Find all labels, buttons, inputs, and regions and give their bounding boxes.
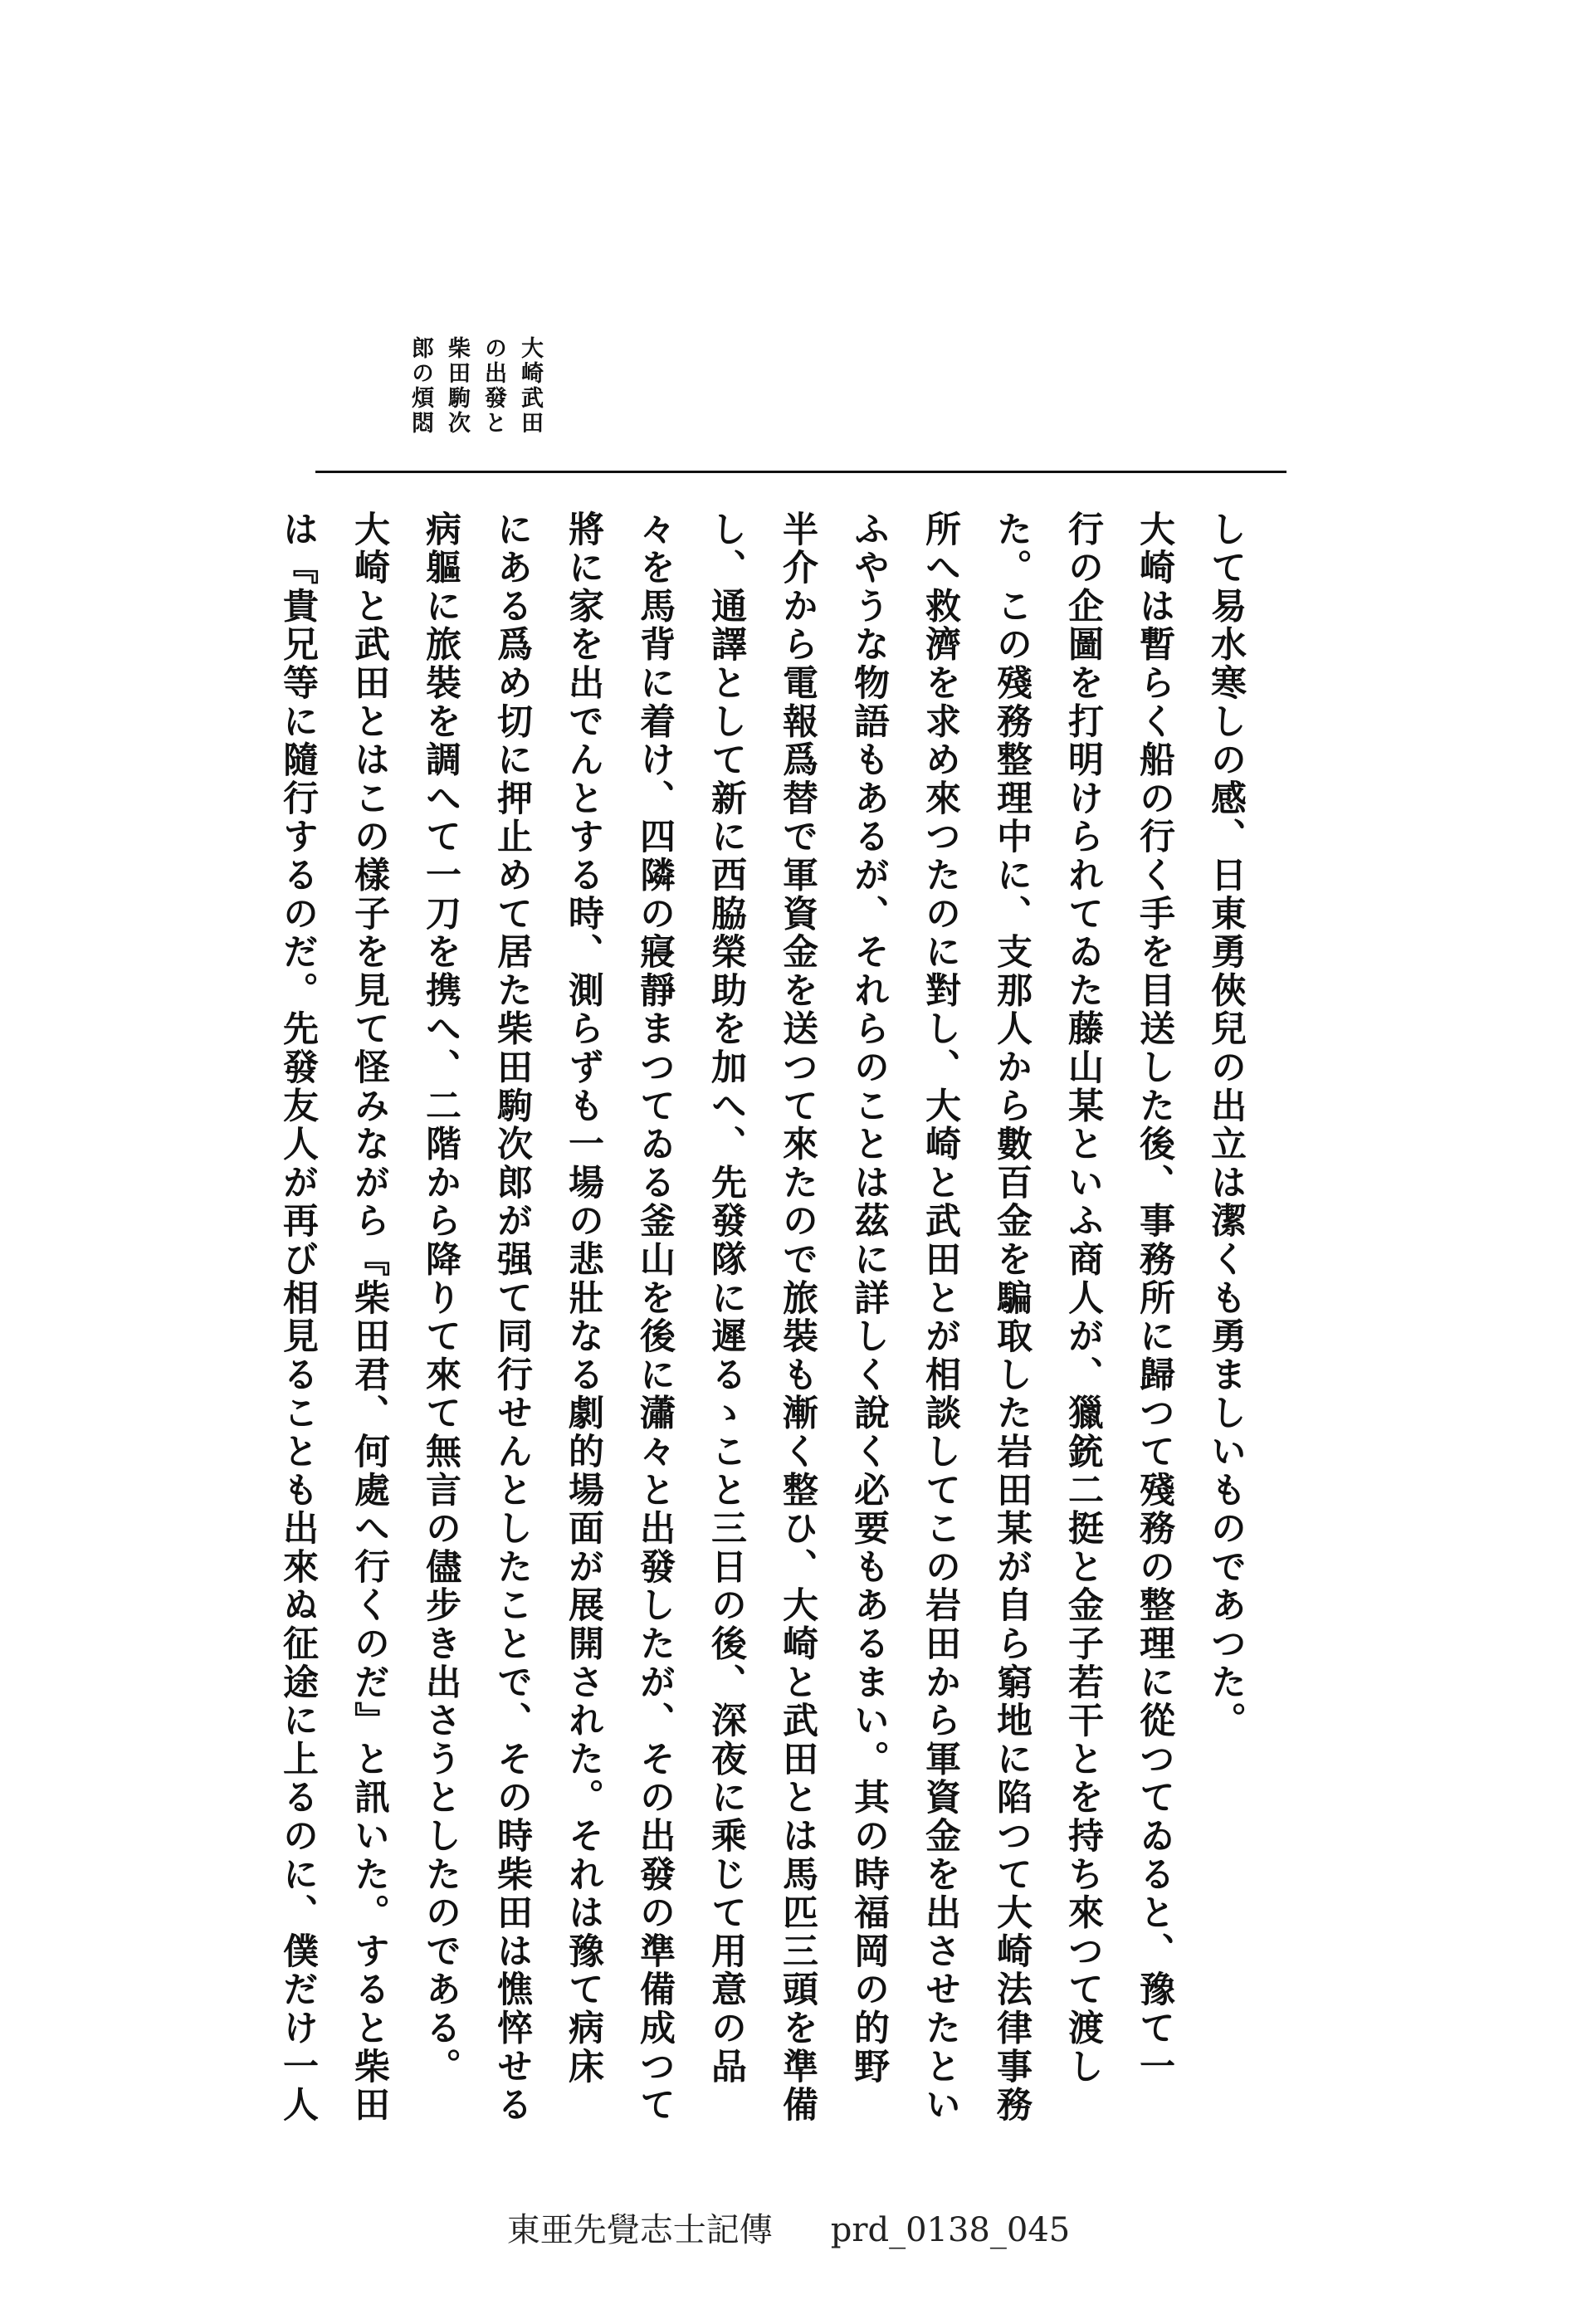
text-column: 將に家を出でんとする時、測らずも一場の悲壯なる劇的場面が展開された。それは豫て病床 <box>563 510 604 2087</box>
header-rule <box>315 471 1286 473</box>
text-column: 々を馬背に着け、四隣の寢靜まつてゐる釜山を後に瀟々と出發したが、その出發の準備成つて <box>634 510 676 2125</box>
page-footer <box>0 2204 1577 2251</box>
margin-heading-line: の出發と <box>481 336 506 436</box>
text-column: 大崎は暫らく船の行く手を目送した後、事務所に歸つて殘務の整理に從つてゐると、豫て一 <box>1134 510 1175 2087</box>
text-column: して易水寒しの感、日東勇俠兒の出立は潔くも勇ましいものであつた。 <box>1205 510 1247 1741</box>
text-column: ふやうな物語もあるが、それらのことは茲に詳しく說く必要もあるまい。其の時福岡の的野 <box>848 510 890 2087</box>
text-column: 半介から電報爲替で軍資金を送つて來たので旅裝も漸く整ひ、大崎と武田とは馬匹三頭を準備 <box>777 510 818 2125</box>
text-column: し、通譯として新に西脇榮助を加へ、先發隊に遲るゝこと三日の後、深夜に乘じて用意の品 <box>706 510 747 2087</box>
margin-heading-line: 大崎武田 <box>517 336 543 436</box>
text-column: にある爲め切に押止めて居た柴田駒次郎が强て同行せんとしたことで、その時柴田は憔悴せる <box>491 510 533 2125</box>
text-column: 行の企圖を打明けられてゐた藤山某といふ商人が、獵銃二挺と金子若干とを持ち來つて渡し <box>1062 510 1104 2087</box>
page-id: prd_0138_045 <box>830 2211 1071 2249</box>
text-column: 大崎と武田とはこの樣子を見て怪みながら『柴田君、何處へ行くのだ』と訊いた。すると柴田 <box>349 510 390 2125</box>
text-column: 病軀に旅裝を調へて一刀を携へ、二階から降りて來て無言の儘步き出さうとしたのである。 <box>420 510 461 2087</box>
text-column: 所へ救濟を求め來つたのに對し、大崎と武田とが相談してこの岩田から軍資金を出させたとい <box>920 510 961 2125</box>
margin-heading-line: 郎の煩悶 <box>408 336 433 436</box>
text-column: た。この殘務整理中に、支那人から數百金を騙取した岩田某が自ら窮地に陷つて大崎法律事務 <box>991 510 1033 2125</box>
book-title: 東亜先覺志士記傳 <box>506 2211 773 2249</box>
body-text <box>277 510 1262 2125</box>
margin-heading <box>390 336 548 461</box>
text-column: は『貴兄等に隨行するのだ。先發友人が再び相見ることも出來ぬ征途に上るのに、僕だけ一人 <box>277 510 319 2125</box>
margin-heading-line: 柴田駒次 <box>444 336 470 436</box>
